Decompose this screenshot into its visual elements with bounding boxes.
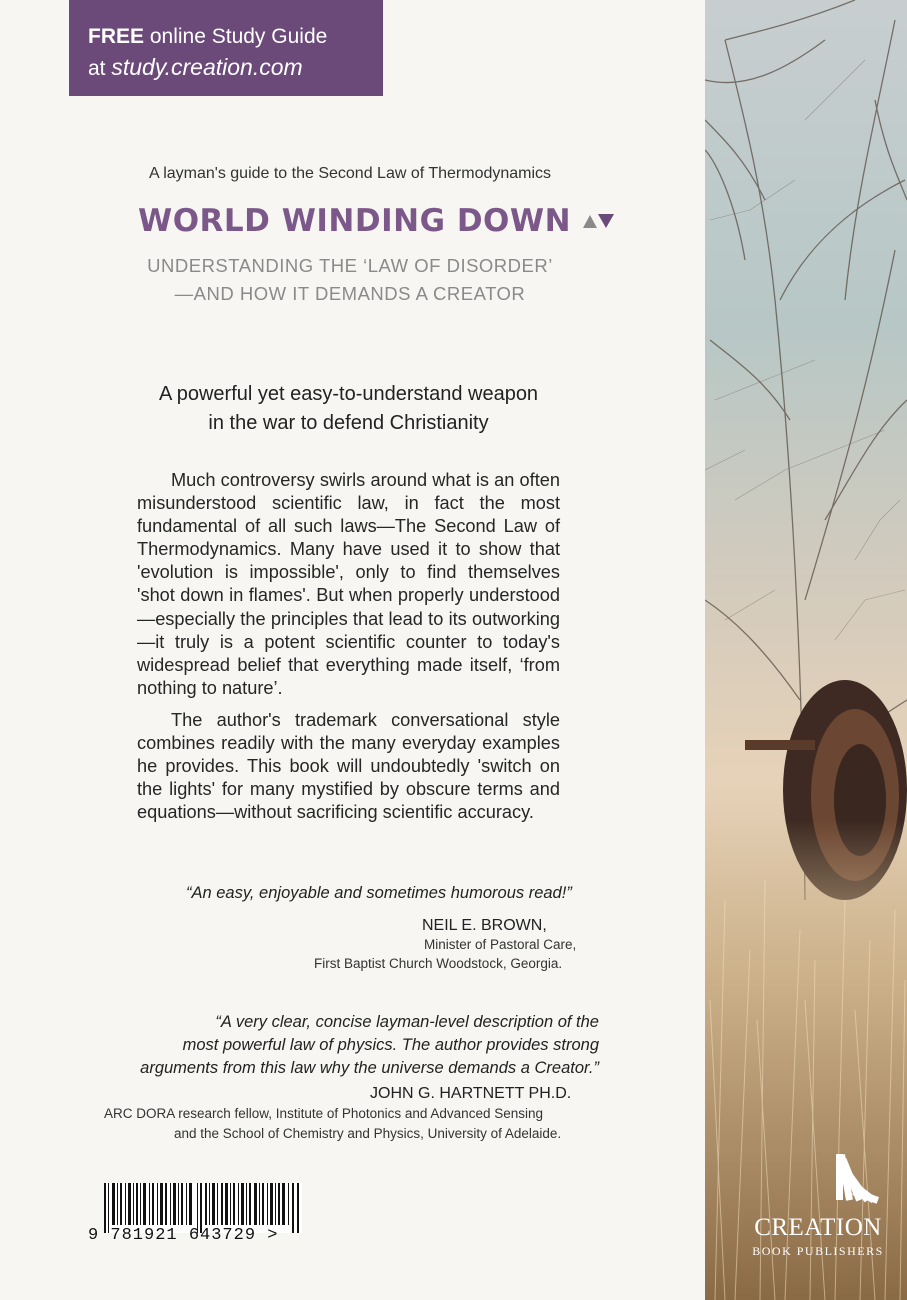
book-title: WORLD WINDING DOWN	[138, 203, 572, 239]
endorser-title-2: ARC DORA research fellow, Institute of Photonics and Advanced Sensing	[104, 1106, 543, 1121]
blurb-paragraph-1: Much controversy swirls around what is an often misunderstood scientific law, in fact the most fundamental of all such laws—The Second Law of Thermodynamics. Many have used it to show that 'evolution is impossible', only to find themselves 'shot down in flames'. But when properly understood—especially the principles that lead to its outworking—it truly is a potent scientific counter to today's widespread belief that everything made itself, ‘from nothing to nature’.	[137, 470, 560, 698]
endorsement-quote-2	[129, 1011, 599, 1080]
endorser-name-1: NEIL E. BROWN,	[422, 917, 547, 934]
endorser-name-2: JOHN G. HARTNETT PH.D.	[370, 1085, 572, 1102]
subtitle	[0, 252, 700, 308]
title-row	[138, 203, 615, 239]
tagline: A layman's guide to the Second Law of Thermodynamics	[148, 165, 552, 182]
publisher-subtitle: BOOK PUBLISHERS	[752, 1244, 884, 1258]
banner-line2: at study.creation.com	[88, 54, 303, 80]
lead-line1: A powerful yet easy-to-understand weapon	[158, 383, 539, 405]
quote2-line2: most powerful law of physics. The author provides strong	[182, 1036, 599, 1054]
publisher-logo	[738, 1140, 898, 1290]
blurb-paragraph-2: The author's trademark conversational style combines readily with the many everyday examples he provides. This book will undoubtedly 'switch on the lights' for many mystified by obscure terms and equations—without sacrificing scientific accuracy.	[137, 709, 560, 823]
endorsement-quote-1: “An easy, enjoyable and sometimes humorous read!”	[186, 884, 572, 902]
lead-statement	[0, 380, 697, 438]
endorser-title-1: Minister of Pastoral Care,	[424, 937, 577, 952]
blurb	[137, 469, 560, 833]
endorser-org-2: and the School of Chemistry and Physics, University of Adelaide.	[174, 1126, 562, 1141]
quote2-line1: “A very clear, concise layman-level description of the	[215, 1013, 599, 1031]
banner-line1: FREE online Study Guide	[88, 25, 328, 48]
study-guide-url[interactable]: study.creation.com	[111, 54, 303, 80]
endorser-org-1: First Baptist Church Woodstock, Georgia.	[314, 956, 563, 971]
publisher-name: CREATION	[754, 1214, 882, 1241]
cover-photo	[705, 0, 907, 1300]
subtitle-line2: —AND HOW IT DEMANDS A CREATOR	[174, 283, 526, 304]
subtitle-line1: UNDERSTANDING THE ‘LAW OF DISORDER’	[147, 255, 553, 276]
lead-line2: in the war to defend Christianity	[208, 412, 489, 434]
sunburst-icon	[738, 1140, 898, 1212]
up-down-triangles-icon	[583, 212, 615, 230]
study-guide-banner[interactable]	[69, 0, 383, 96]
quote2-line3: arguments from this law why the universe demands a Creator.”	[140, 1059, 599, 1077]
isbn-number: 9 781921 643729 >	[88, 1226, 279, 1245]
